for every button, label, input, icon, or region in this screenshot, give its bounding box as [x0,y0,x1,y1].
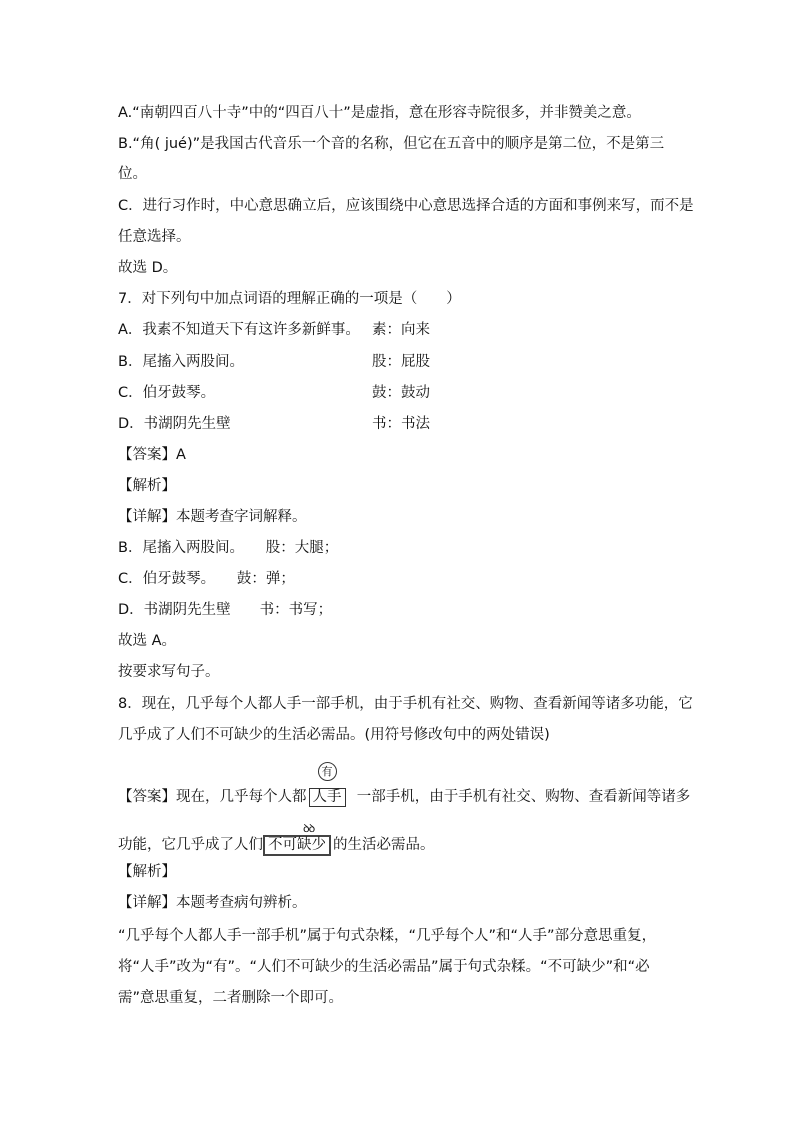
q7-option-b: B．尾搐入两股间。 [118,354,244,370]
q8-detail-intro: 【详解】本题考查病句辨析。 [118,895,307,911]
q7-option-d-meaning: 书：书法 [372,416,430,432]
section-title: 按要求写句子。 [118,664,220,680]
q8-stem-line1: 8．现在，几乎每个人都人手一部手机，由于手机有社交、购物、查看新闻等诸多功能，它 [118,696,693,712]
delete-mark: ꝺꝺ [303,822,315,835]
q7-detail-c: C．伯牙鼓琴。 鼓：弹； [118,571,295,587]
prev-choice: 故选 D。 [118,260,178,276]
q7-detail-d: D．书湖阴先生壁 书：书写； [118,602,333,618]
q8-detail-line1: “几乎每个人都人手一部手机”属于句式杂糅，“几乎每个人”和“人手”部分意思重复， [118,928,657,944]
q7-option-c-meaning: 鼓：鼓动 [372,385,430,401]
q7-option-b-meaning: 股：屁股 [372,354,430,370]
q8-stem-line2: 几乎成了人们不可缺少的生活必需品。(用符号修改句中的两处错误) [118,727,550,743]
prev-option-c-explanation-cont: 任意选择。 [118,229,191,245]
q8-answer-prefix: 【答案】现在，几乎每个人都 [118,789,307,805]
q7-answer: 【答案】A [118,447,186,463]
replacement-mark-circle: 有 [318,762,337,781]
q8-answer-line2 [118,822,435,856]
prev-option-b-explanation: B.“角( jué)”是我国古代音乐一个音的名称，但它在五音中的顺序是第二位，不是第三 [118,136,665,152]
q8-detail-line2: 将“人手”改为“有”。“人们不可缺少的生活必需品”属于句式杂糅。“不可缺少”和“必 [118,959,650,975]
q7-option-a-meaning: 素：向来 [372,322,430,338]
q7-option-d: D．书湖阴先生壁 [118,416,231,432]
deleted-word-box [263,822,331,856]
q8-answer-mid: 一部手机，由于手机有社交、购物、查看新闻等诸多 [356,789,691,805]
replaced-word-box [309,765,346,807]
q7-option-c: C．伯牙鼓琴。 [118,385,216,401]
deleted-word: 不可缺少 [268,837,326,853]
q8-answer-line2-prefix: 功能，它几乎成了人们 [118,837,263,853]
q8-answer-line2-suffix: 的生活必需品。 [333,837,435,853]
prev-option-a-explanation: A.“南朝四百八十寺”中的“四百八十”是虚指，意在形容寺院很多，并非赞美之意。 [118,105,641,121]
replaced-word: 人手 [312,789,342,805]
q7-choice: 故选 A。 [118,633,177,649]
q8-analysis-label: 【解析】 [118,864,176,880]
q7-detail-intro: 【详解】本题考查字词解释。 [118,509,307,525]
q7-option-a: A．我素不知道天下有这许多新鲜事。 [118,322,360,338]
q7-stem: 7．对下列句中加点词语的理解正确的一项是（ ） [118,291,461,307]
prev-option-c-explanation: C．进行习作时，中心意思确立后，应该围绕中心意思选择合适的方面和事例来写，而不是 [118,198,694,214]
q7-detail-b: B．尾搐入两股间。 股：大腿； [118,540,339,556]
q7-analysis-label: 【解析】 [118,478,176,494]
q8-detail-line3: 需”意思重复，二者删除一个即可。 [118,990,344,1006]
prev-option-b-explanation-cont: 位。 [118,166,147,182]
q8-answer-line1 [118,765,691,807]
